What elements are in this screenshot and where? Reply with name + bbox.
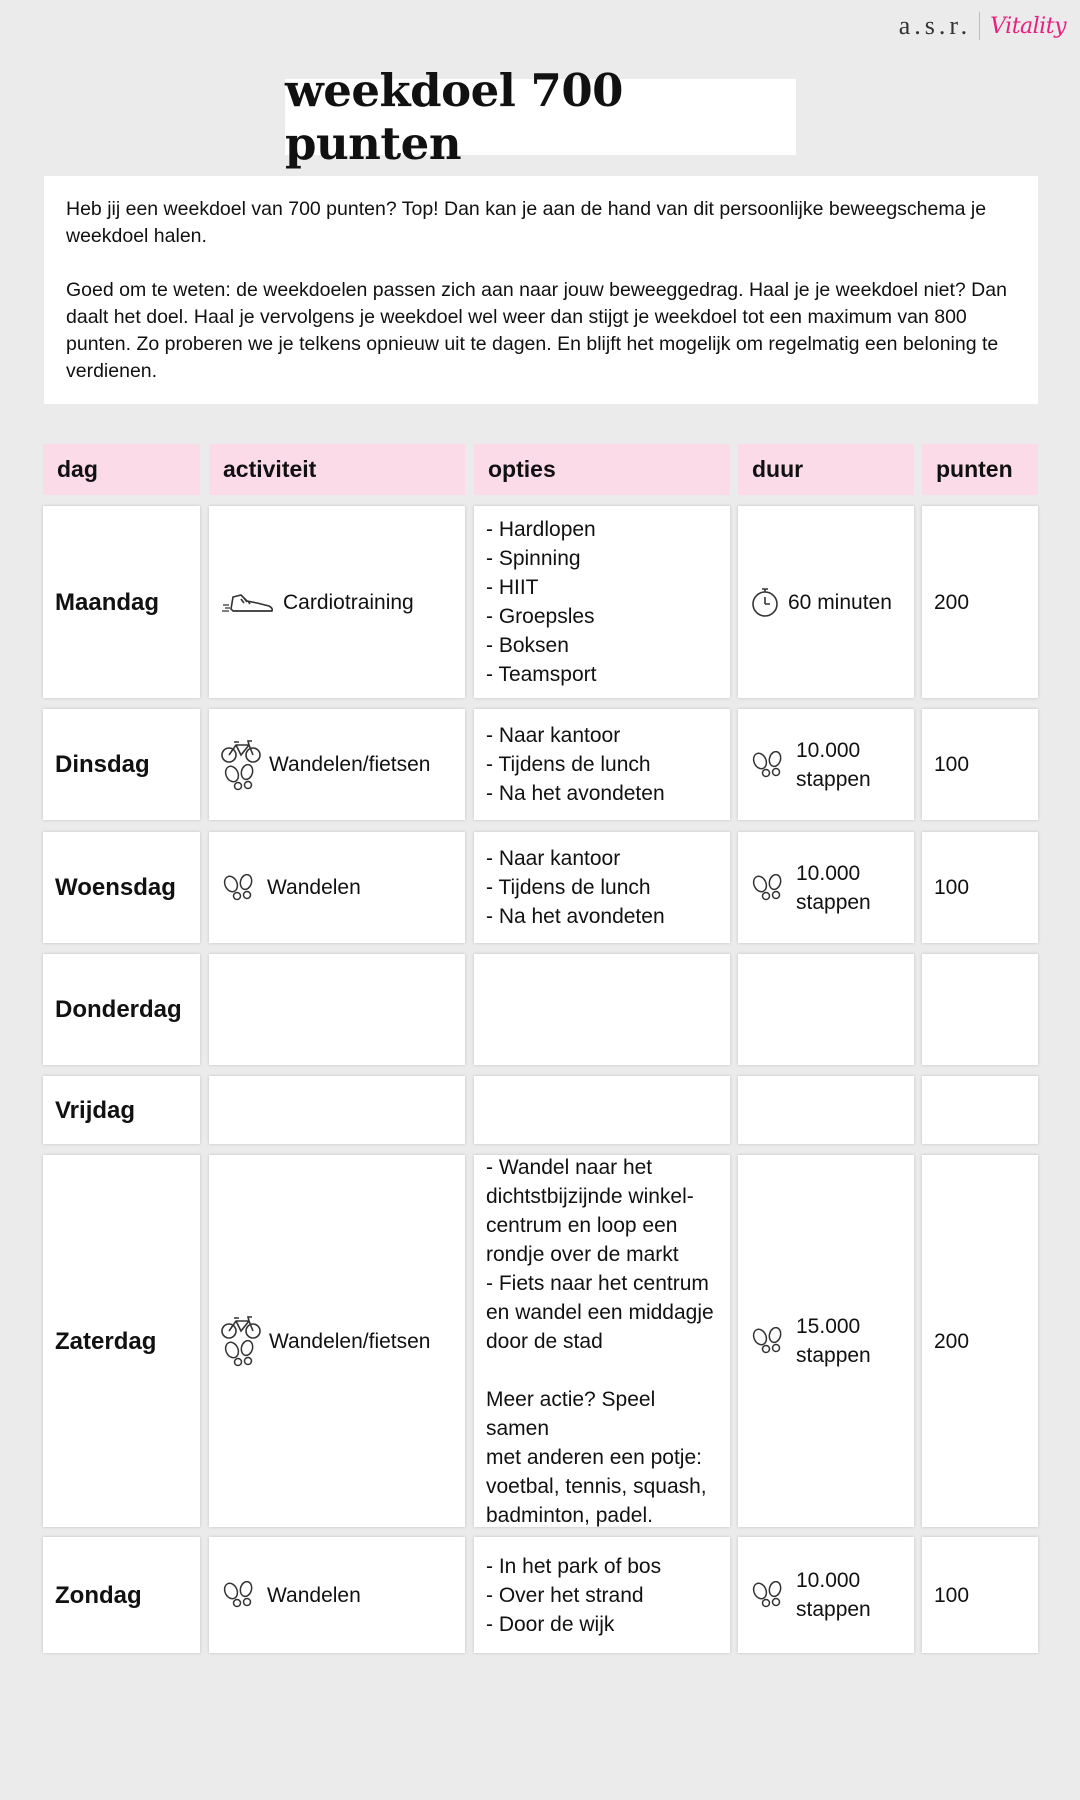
activity-text: Wandelen xyxy=(267,876,361,899)
footsteps-icon xyxy=(750,874,788,902)
cell-options xyxy=(474,1537,730,1653)
cell-activity xyxy=(209,1076,465,1144)
day-text: Zondag xyxy=(55,1581,142,1609)
cell-options xyxy=(474,954,730,1065)
footsteps-icon xyxy=(750,1581,788,1609)
cell-points xyxy=(922,954,1038,1065)
duration-text: 60 minuten xyxy=(788,590,892,614)
points-text: 200 xyxy=(934,1329,970,1353)
brand-logo xyxy=(899,8,1066,44)
options-text: - In het park of bos - Over het strand - Door de wijk xyxy=(486,1554,662,1636)
cell-points xyxy=(922,506,1038,698)
points-text: 100 xyxy=(934,876,970,899)
footsteps-icon xyxy=(221,1581,259,1609)
day-text: Vrijdag xyxy=(55,1096,136,1124)
options-text: - Naar kantoor - Tijdens de lunch - Na het avondeten xyxy=(486,724,665,805)
activity-text: Wandelen/fietsen xyxy=(269,1329,431,1353)
duration-text: 10.000 stappen xyxy=(796,1569,871,1621)
footsteps-icon xyxy=(222,1340,260,1368)
cell-duration xyxy=(738,709,914,820)
day-text: Woensdag xyxy=(55,874,176,901)
options-text: - Naar kantoor - Tijdens de lunch - Na het avondeten xyxy=(486,847,665,928)
cell-activity xyxy=(209,954,465,1065)
cell-duration xyxy=(738,506,914,698)
options-text: - Wandel naar het dichtstbijzijnde winkel- centrum en loop een rondje over de markt - Fiets naar het centrum en wandel een middagje door de stad Meer actie? Speel samen met anderen een potje: voetbal, tennis, squash, badminton, padel. xyxy=(486,1155,714,1527)
column-header-day: dag xyxy=(43,444,200,495)
options-text: - Hardlopen - Spinning - HIIT - Groepsles - Boksen - Teamsport xyxy=(486,518,597,686)
cell-day xyxy=(43,954,200,1065)
cell-activity xyxy=(209,832,465,943)
cell-activity xyxy=(209,506,465,698)
page-title: weekdoel 700 punten xyxy=(285,64,623,170)
cell-activity xyxy=(209,709,465,820)
activity-text: Cardiotraining xyxy=(283,590,414,614)
duration-icon-wrap xyxy=(750,1581,788,1609)
activity-icons xyxy=(221,738,261,792)
vitality-logo: Vitality xyxy=(990,13,1066,39)
activity-text: Wandelen/fietsen xyxy=(269,753,431,776)
logo-divider xyxy=(979,12,980,40)
column-header-options: opties xyxy=(474,444,730,495)
duration-icon-wrap xyxy=(750,1327,788,1355)
activity-icons xyxy=(221,874,259,902)
activity-text: Wandelen xyxy=(267,1583,361,1607)
column-header-activity: activiteit xyxy=(209,444,465,495)
activity-icons xyxy=(221,589,275,615)
title-box xyxy=(285,64,796,170)
cell-duration xyxy=(738,1537,914,1653)
cell-points xyxy=(922,1155,1038,1527)
cell-day xyxy=(43,832,200,943)
intro-paragraph-1: Heb jij een weekdoel van 700 punten? Top! Dan kan je aan de hand van dit persoonlijke beweegschema je weekdoel halen. xyxy=(66,198,987,247)
column-header-duration: duur xyxy=(738,444,914,495)
activity-icons xyxy=(221,1314,261,1368)
cell-duration xyxy=(738,832,914,943)
cell-day xyxy=(43,709,200,820)
bicycle-icon xyxy=(221,738,261,764)
day-text: Donderdag xyxy=(55,996,182,1023)
cell-points xyxy=(922,709,1038,820)
footsteps-icon xyxy=(750,1327,788,1355)
intro-paragraph-2: Goed om te weten: de weekdoelen passen zich aan naar jouw beweeggedrag. Haal je je weekdoel niet? Dan daalt het doel. Haal je vervolgens je weekdoel wel weer dan stijgt je weekdoel tot een maximum van 800 punten. Zo proberen we je telkens opnieuw uit te dagen. En blijft het mogelijk om regelmatig een beloning te verdienen. xyxy=(66,279,1007,382)
cell-options xyxy=(474,709,730,820)
points-text: 100 xyxy=(934,753,970,776)
day-text: Dinsdag xyxy=(55,751,150,778)
cell-duration xyxy=(738,1076,914,1144)
sneaker-icon xyxy=(221,589,275,615)
points-text: 200 xyxy=(934,590,970,614)
cell-day xyxy=(43,1155,200,1527)
cell-points xyxy=(922,1076,1038,1144)
duration-text: 15.000 stappen xyxy=(796,1315,871,1367)
cell-duration xyxy=(738,1155,914,1527)
cell-day xyxy=(43,506,200,698)
footsteps-icon xyxy=(750,751,788,779)
bicycle-icon xyxy=(221,1314,261,1340)
asr-logo: a.s.r. xyxy=(898,11,972,40)
activity-icons xyxy=(221,1581,259,1609)
duration-text: 10.000 stappen xyxy=(796,738,871,791)
cell-options xyxy=(474,1076,730,1144)
intro-box xyxy=(44,176,1038,404)
cell-day xyxy=(43,1537,200,1653)
cell-activity xyxy=(209,1155,465,1527)
cell-options xyxy=(474,506,730,698)
cell-duration xyxy=(738,954,914,1065)
footsteps-icon xyxy=(222,764,260,792)
stopwatch-icon xyxy=(750,586,780,618)
cell-options xyxy=(474,832,730,943)
duration-icon-wrap xyxy=(750,751,788,779)
duration-icon-wrap xyxy=(750,586,780,618)
cell-points xyxy=(922,1537,1038,1653)
duration-text: 10.000 stappen xyxy=(796,861,871,914)
day-text: Zaterdag xyxy=(55,1327,157,1355)
column-header-points: punten xyxy=(922,444,1038,495)
footsteps-icon xyxy=(221,874,259,902)
cell-activity xyxy=(209,1537,465,1653)
cell-day xyxy=(43,1076,200,1144)
day-text: Maandag xyxy=(55,588,160,616)
points-text: 100 xyxy=(934,1583,970,1607)
cell-options xyxy=(474,1155,730,1527)
cell-points xyxy=(922,832,1038,943)
duration-icon-wrap xyxy=(750,874,788,902)
